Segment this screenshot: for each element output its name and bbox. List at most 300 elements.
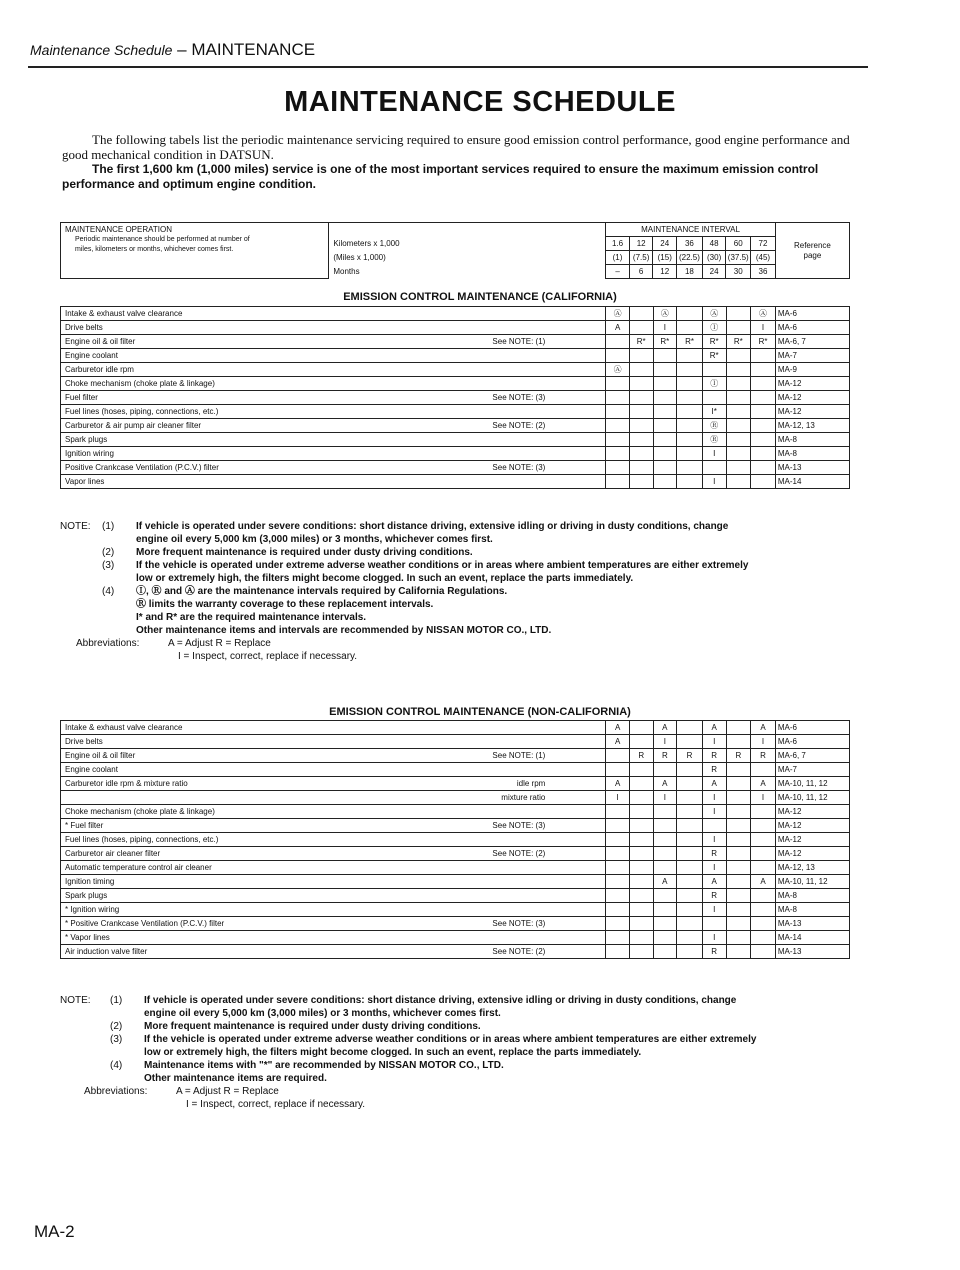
schedule-row [61, 763, 850, 777]
item-name: Spark plugs [65, 891, 108, 900]
interval-cell [677, 791, 703, 805]
item-note: See NOTE: (1) [492, 337, 546, 346]
interval-cell [606, 931, 630, 945]
months-5: 30 [726, 265, 751, 279]
interval-cell: A [606, 735, 630, 749]
item-name: Intake & exhaust valve clearance [65, 309, 183, 318]
interval-cell [653, 903, 677, 917]
interval-cell [751, 917, 776, 931]
interval-cell: A [751, 721, 776, 735]
reference-page-cell: MA-6 [775, 307, 849, 321]
reference-page-cell: MA-13 [775, 945, 849, 959]
interval-cell [751, 405, 776, 419]
interval-cell: I [702, 833, 726, 847]
schedule-row [61, 847, 850, 861]
interval-cell [629, 721, 653, 735]
item-name: Engine oil & oil filter [65, 751, 136, 760]
interval-cell [653, 363, 677, 377]
schedule-row [61, 889, 850, 903]
item-note: idle rpm [516, 779, 546, 788]
interval-cell [677, 875, 703, 889]
interval-cell: R [653, 749, 677, 763]
interval-cell [629, 377, 653, 391]
interval-cell [702, 819, 726, 833]
reference-page-cell: MA-6 [775, 721, 849, 735]
reference-page-cell: MA-13 [775, 461, 849, 475]
item-note [545, 736, 605, 747]
interval-cell [653, 945, 677, 959]
item-cell [61, 931, 606, 945]
california-section-title: EMISSION CONTROL MAINTENANCE (CALIFORNIA) [343, 291, 617, 303]
interval-cell [677, 475, 703, 489]
interval-cell: Ⓘ [702, 321, 726, 335]
reference-page-cell: MA-12, 13 [775, 419, 849, 433]
interval-cell [653, 461, 677, 475]
reference-page-cell: MA-12 [775, 819, 849, 833]
intro-text [62, 132, 862, 192]
item-note: mixture ratio [501, 793, 546, 802]
reference-page-cell: MA-9 [775, 363, 849, 377]
note-4-key: (4) [102, 586, 115, 597]
interval-cell [629, 917, 653, 931]
interval-cell: R* [653, 335, 677, 349]
schedule-row [61, 433, 850, 447]
km-label: Kilometers x 1,000 [333, 239, 400, 248]
item-cell [61, 721, 606, 735]
interval-cell [726, 363, 751, 377]
interval-cell: A [606, 777, 630, 791]
interval-cell: I [702, 931, 726, 945]
interval-cell [677, 777, 703, 791]
interval-cell [751, 847, 776, 861]
note-3-text-cont: low or extremely high, the filters might become clogged. In such an event, replace the parts immediately. [144, 1047, 642, 1058]
interval-cell [726, 721, 751, 735]
item-name: Intake & exhaust valve clearance [65, 723, 183, 732]
interval-cell [726, 791, 751, 805]
schedule-row [61, 791, 850, 805]
interval-cell [629, 847, 653, 861]
interval-cell [677, 307, 703, 321]
months-label: Months [333, 267, 360, 276]
interval-cell [702, 363, 726, 377]
maintenance-operation-desc-2: miles, kilometers or months, whichever comes first. [75, 246, 234, 253]
interval-cell: Ⓐ [606, 363, 630, 377]
interval-cell: I [702, 735, 726, 749]
interval-cell [726, 931, 751, 945]
item-name: * Vapor lines [65, 933, 110, 942]
item-cell [61, 363, 606, 377]
note-1-text-cont: engine oil every 5,000 km (3,000 miles) or 3 months, whichever comes first. [136, 534, 493, 545]
item-name: Carburetor idle rpm & mixture ratio [65, 779, 188, 788]
interval-cell [653, 819, 677, 833]
interval-cell [629, 405, 653, 419]
interval-cell: R* [677, 335, 703, 349]
item-name: Vapor lines [65, 477, 105, 486]
item-cell [61, 889, 606, 903]
interval-cell: R [702, 763, 726, 777]
schedule-row [61, 419, 850, 433]
item-name: Automatic temperature control air cleaner [65, 863, 212, 872]
note-1-text-cont: engine oil every 5,000 km (3,000 miles) or 3 months, whichever comes first. [144, 1008, 501, 1019]
reference-page-cell: MA-12, 13 [775, 861, 849, 875]
interval-cell [606, 377, 630, 391]
intro-paragraph-1: The following tabels list the periodic maintenance servicing required to ensure good emission control performance, good engine performance and good mechanical condition in DATSUN. [62, 132, 850, 162]
interval-cell [726, 307, 751, 321]
schedule-row [61, 405, 850, 419]
interval-cell [629, 763, 653, 777]
reference-page-header [775, 223, 849, 279]
interval-cell [677, 363, 703, 377]
interval-cell [726, 889, 751, 903]
interval-cell: A [606, 721, 630, 735]
note-label: NOTE: [60, 995, 91, 1006]
reference-page-cell: MA-12 [775, 377, 849, 391]
interval-cell: Ⓐ [751, 307, 776, 321]
interval-cell: I [702, 805, 726, 819]
reference-page-cell: MA-10, 11, 12 [775, 777, 849, 791]
interval-cell [751, 363, 776, 377]
km-6: 72 [751, 237, 776, 251]
header-section: Maintenance Schedule [30, 42, 173, 58]
interval-cell [629, 833, 653, 847]
item-cell [61, 321, 606, 335]
interval-cell [629, 447, 653, 461]
interval-cell: Ⓘ [702, 377, 726, 391]
interval-cell [677, 377, 703, 391]
interval-cell [653, 931, 677, 945]
abbreviations-1: A = Adjust R = Replace [168, 638, 271, 649]
note-4-text-b: Ⓡ limits the warranty coverage to these replacement intervals. [136, 599, 434, 610]
item-note [545, 932, 605, 943]
interval-cell [606, 349, 630, 363]
interval-cell [751, 461, 776, 475]
interval-cell [726, 833, 751, 847]
reference-page-cell: MA-7 [775, 763, 849, 777]
note-4-text: Maintenance items with "*" are recommended by NISSAN MOTOR CO., LTD. [144, 1060, 504, 1071]
schedule-row [61, 945, 850, 959]
interval-cell [629, 819, 653, 833]
item-name: Positive Crankcase Ventilation (P.C.V.) filter [65, 463, 219, 472]
item-cell [61, 819, 606, 833]
item-name: Choke mechanism (choke plate & linkage) [65, 807, 215, 816]
page-title: MAINTENANCE SCHEDULE [284, 86, 676, 118]
interval-cell [606, 475, 630, 489]
interval-cell [629, 363, 653, 377]
interval-cell [677, 889, 703, 903]
interval-cell: R [702, 847, 726, 861]
interval-cell: R* [629, 335, 653, 349]
interval-cell: I [702, 903, 726, 917]
km-2: 24 [653, 237, 677, 251]
item-name: Carburetor & air pump air cleaner filter [65, 421, 202, 430]
schedule-row [61, 735, 850, 749]
item-name: * Ignition wiring [65, 905, 120, 914]
interval-cell [677, 321, 703, 335]
interval-cell [677, 349, 703, 363]
california-table [60, 306, 850, 489]
item-name: Ignition timing [65, 877, 115, 886]
interval-cell: R [702, 945, 726, 959]
abbreviations-1: A = Adjust R = Replace [176, 1086, 279, 1097]
maintenance-operation-title: MAINTENANCE OPERATION [65, 225, 172, 234]
item-name: * Fuel filter [65, 821, 104, 830]
schedule-row [61, 307, 850, 321]
item-name: Engine coolant [65, 351, 118, 360]
interval-cell: A [702, 777, 726, 791]
interval-cell [629, 777, 653, 791]
schedule-row [61, 931, 850, 945]
interval-cell: I [606, 791, 630, 805]
item-note [545, 406, 605, 417]
interval-cell [726, 419, 751, 433]
interval-cell [677, 945, 703, 959]
item-note [545, 476, 605, 487]
interval-cell: I [653, 791, 677, 805]
interval-cell [702, 917, 726, 931]
interval-cell [726, 763, 751, 777]
item-cell [61, 847, 606, 861]
interval-cell: I* [702, 405, 726, 419]
item-cell [61, 391, 606, 405]
miles-2: (15) [653, 251, 677, 265]
km-0: 1.6 [606, 237, 630, 251]
reference-page-cell: MA-8 [775, 889, 849, 903]
item-cell [61, 805, 606, 819]
interval-cell: R [629, 749, 653, 763]
interval-cell [629, 419, 653, 433]
reference-page-cell: MA-12 [775, 391, 849, 405]
reference-page-cell: MA-12 [775, 847, 849, 861]
interval-cell [726, 447, 751, 461]
note-2-key: (2) [110, 1021, 123, 1032]
item-cell [61, 875, 606, 889]
interval-cell: R [726, 749, 751, 763]
item-cell [61, 377, 606, 391]
interval-cell [677, 447, 703, 461]
item-cell [61, 461, 606, 475]
interval-cell [653, 847, 677, 861]
reference-page-cell: MA-7 [775, 349, 849, 363]
abbreviations-2: I = Inspect, correct, replace if necessary. [186, 1099, 366, 1110]
interval-cell [629, 391, 653, 405]
item-cell [61, 349, 606, 363]
interval-cell [629, 735, 653, 749]
interval-cell [606, 861, 630, 875]
item-note: See NOTE: (2) [492, 421, 546, 430]
interval-cell [751, 931, 776, 945]
item-note: See NOTE: (2) [492, 947, 546, 956]
interval-cell [653, 419, 677, 433]
interval-cell [629, 433, 653, 447]
reference-page-cell: MA-10, 11, 12 [775, 875, 849, 889]
note-4-text-c: I* and R* are the required maintenance intervals. [136, 612, 367, 623]
interval-cell [751, 377, 776, 391]
header-dash: – [172, 40, 192, 59]
item-cell [61, 335, 606, 349]
months-1: 6 [629, 265, 653, 279]
interval-cell: Ⓡ [702, 433, 726, 447]
header-chapter: MAINTENANCE [191, 40, 316, 59]
interval-cell [751, 889, 776, 903]
km-4: 48 [702, 237, 726, 251]
interval-cell [677, 903, 703, 917]
interval-cell [606, 903, 630, 917]
schedule-row [61, 335, 850, 349]
interval-cell [726, 917, 751, 931]
interval-cell [606, 447, 630, 461]
interval-cell [726, 405, 751, 419]
interval-cell [606, 749, 630, 763]
interval-cell [653, 391, 677, 405]
interval-cell [606, 461, 630, 475]
interval-cell [677, 419, 703, 433]
note-2-text: More frequent maintenance is required under dusty driving conditions. [144, 1021, 481, 1032]
interval-cell [751, 419, 776, 433]
interval-cell [677, 819, 703, 833]
item-note [545, 904, 605, 915]
item-name: Fuel filter [65, 393, 98, 402]
item-cell [61, 791, 606, 805]
interval-cell: I [751, 321, 776, 335]
interval-cell [629, 903, 653, 917]
item-cell [61, 945, 606, 959]
item-note: See NOTE: (3) [492, 463, 546, 472]
item-note [545, 806, 605, 817]
item-name: Drive belts [65, 323, 103, 332]
interval-cell [629, 945, 653, 959]
item-cell [61, 861, 606, 875]
interval-header-table [60, 222, 850, 279]
miles-3: (22.5) [677, 251, 703, 265]
item-name: Fuel lines (hoses, piping, connections, etc.) [65, 835, 219, 844]
item-note [545, 308, 605, 319]
interval-cell [751, 861, 776, 875]
miles-1: (7.5) [629, 251, 653, 265]
interval-cell [629, 805, 653, 819]
months-6: 36 [751, 265, 776, 279]
months-4: 24 [702, 265, 726, 279]
interval-cell [606, 405, 630, 419]
item-cell [61, 833, 606, 847]
interval-cell [702, 391, 726, 405]
interval-cell [653, 475, 677, 489]
interval-cell [606, 419, 630, 433]
interval-cell [606, 819, 630, 833]
interval-cell [629, 321, 653, 335]
item-name: Engine oil & oil filter [65, 337, 136, 346]
interval-cell [751, 833, 776, 847]
interval-cell [653, 377, 677, 391]
interval-cell [629, 461, 653, 475]
interval-cell: Ⓐ [606, 307, 630, 321]
note-1-text: If vehicle is operated under severe conditions: short distance driving, extensive idling or driving in dusty conditions, change [136, 521, 729, 532]
reference-page-cell: MA-12 [775, 833, 849, 847]
interval-cell [677, 763, 703, 777]
note-1-key: (1) [110, 995, 123, 1006]
item-cell [61, 433, 606, 447]
interval-cell [726, 875, 751, 889]
interval-cell [751, 447, 776, 461]
reference-page-cell: MA-10, 11, 12 [775, 791, 849, 805]
interval-cell [751, 819, 776, 833]
interval-cell: I [653, 321, 677, 335]
interval-cell [726, 391, 751, 405]
schedule-row [61, 461, 850, 475]
interval-cell [653, 405, 677, 419]
item-cell [61, 307, 606, 321]
note-4-text: Ⓘ, Ⓡ and Ⓐ are the maintenance intervals required by California Regulations. [136, 586, 508, 597]
note-3-key: (3) [110, 1034, 123, 1045]
reference-page-cell: MA-8 [775, 433, 849, 447]
interval-cell: I [653, 735, 677, 749]
schedule-row [61, 777, 850, 791]
note-3-text: If the vehicle is operated under extreme adverse weather conditions or in areas where ambient temperatures are either extremely [136, 560, 749, 571]
interval-cell: R* [702, 335, 726, 349]
item-note [545, 722, 605, 733]
interval-cell: R [751, 749, 776, 763]
item-note: See NOTE: (3) [492, 821, 546, 830]
interval-cell: I [702, 475, 726, 489]
interval-cell [606, 805, 630, 819]
abbreviations-label: Abbreviations: [84, 1086, 148, 1097]
reference-page-cell: MA-6, 7 [775, 335, 849, 349]
interval-cell [629, 475, 653, 489]
interval-cell [677, 721, 703, 735]
interval-cell: R [677, 749, 703, 763]
km-3: 36 [677, 237, 703, 251]
item-note: See NOTE: (1) [492, 751, 546, 760]
interval-cell [653, 433, 677, 447]
reference-page-cell: MA-14 [775, 931, 849, 945]
interval-cell [629, 889, 653, 903]
interval-cell [653, 447, 677, 461]
item-note [545, 364, 605, 375]
interval-cell [606, 763, 630, 777]
reference-page-cell: MA-12 [775, 405, 849, 419]
interval-cell: R* [726, 335, 751, 349]
note-3-text: If the vehicle is operated under extreme adverse weather conditions or in areas where ambient temperatures are either extremely [144, 1034, 757, 1045]
months-0: – [606, 265, 630, 279]
item-name: Carburetor air cleaner filter [65, 849, 161, 858]
schedule-row [61, 363, 850, 377]
intro-paragraph-2: The first 1,600 km (1,000 miles) service is one of the most important services required to ensure the maximum emission control performance and optimum engine condition. [62, 162, 819, 191]
interval-cell [751, 903, 776, 917]
reference-page-cell: MA-13 [775, 917, 849, 931]
interval-cell [677, 805, 703, 819]
interval-cell [677, 405, 703, 419]
reference-page-cell: MA-6 [775, 735, 849, 749]
note-4-text-b: Other maintenance items are required. [144, 1073, 327, 1084]
interval-cell: R* [702, 349, 726, 363]
schedule-row [61, 861, 850, 875]
non-california-notes [60, 994, 880, 1111]
schedule-row [61, 721, 850, 735]
interval-cell [653, 861, 677, 875]
item-note [545, 834, 605, 845]
interval-cell [726, 945, 751, 959]
miles-5: (37.5) [726, 251, 751, 265]
note-3-text-cont: low or extremely high, the filters might become clogged. In such an event, replace the parts immediately. [136, 573, 634, 584]
page-label: page [803, 250, 822, 260]
note-1-text: If vehicle is operated under severe conditions: short distance driving, extensive idling or driving in dusty conditions, change [144, 995, 737, 1006]
interval-cell [751, 391, 776, 405]
interval-cell [653, 833, 677, 847]
km-1: 12 [629, 237, 653, 251]
interval-cell [629, 791, 653, 805]
item-note [545, 378, 605, 389]
interval-cell [629, 307, 653, 321]
interval-cell [751, 805, 776, 819]
